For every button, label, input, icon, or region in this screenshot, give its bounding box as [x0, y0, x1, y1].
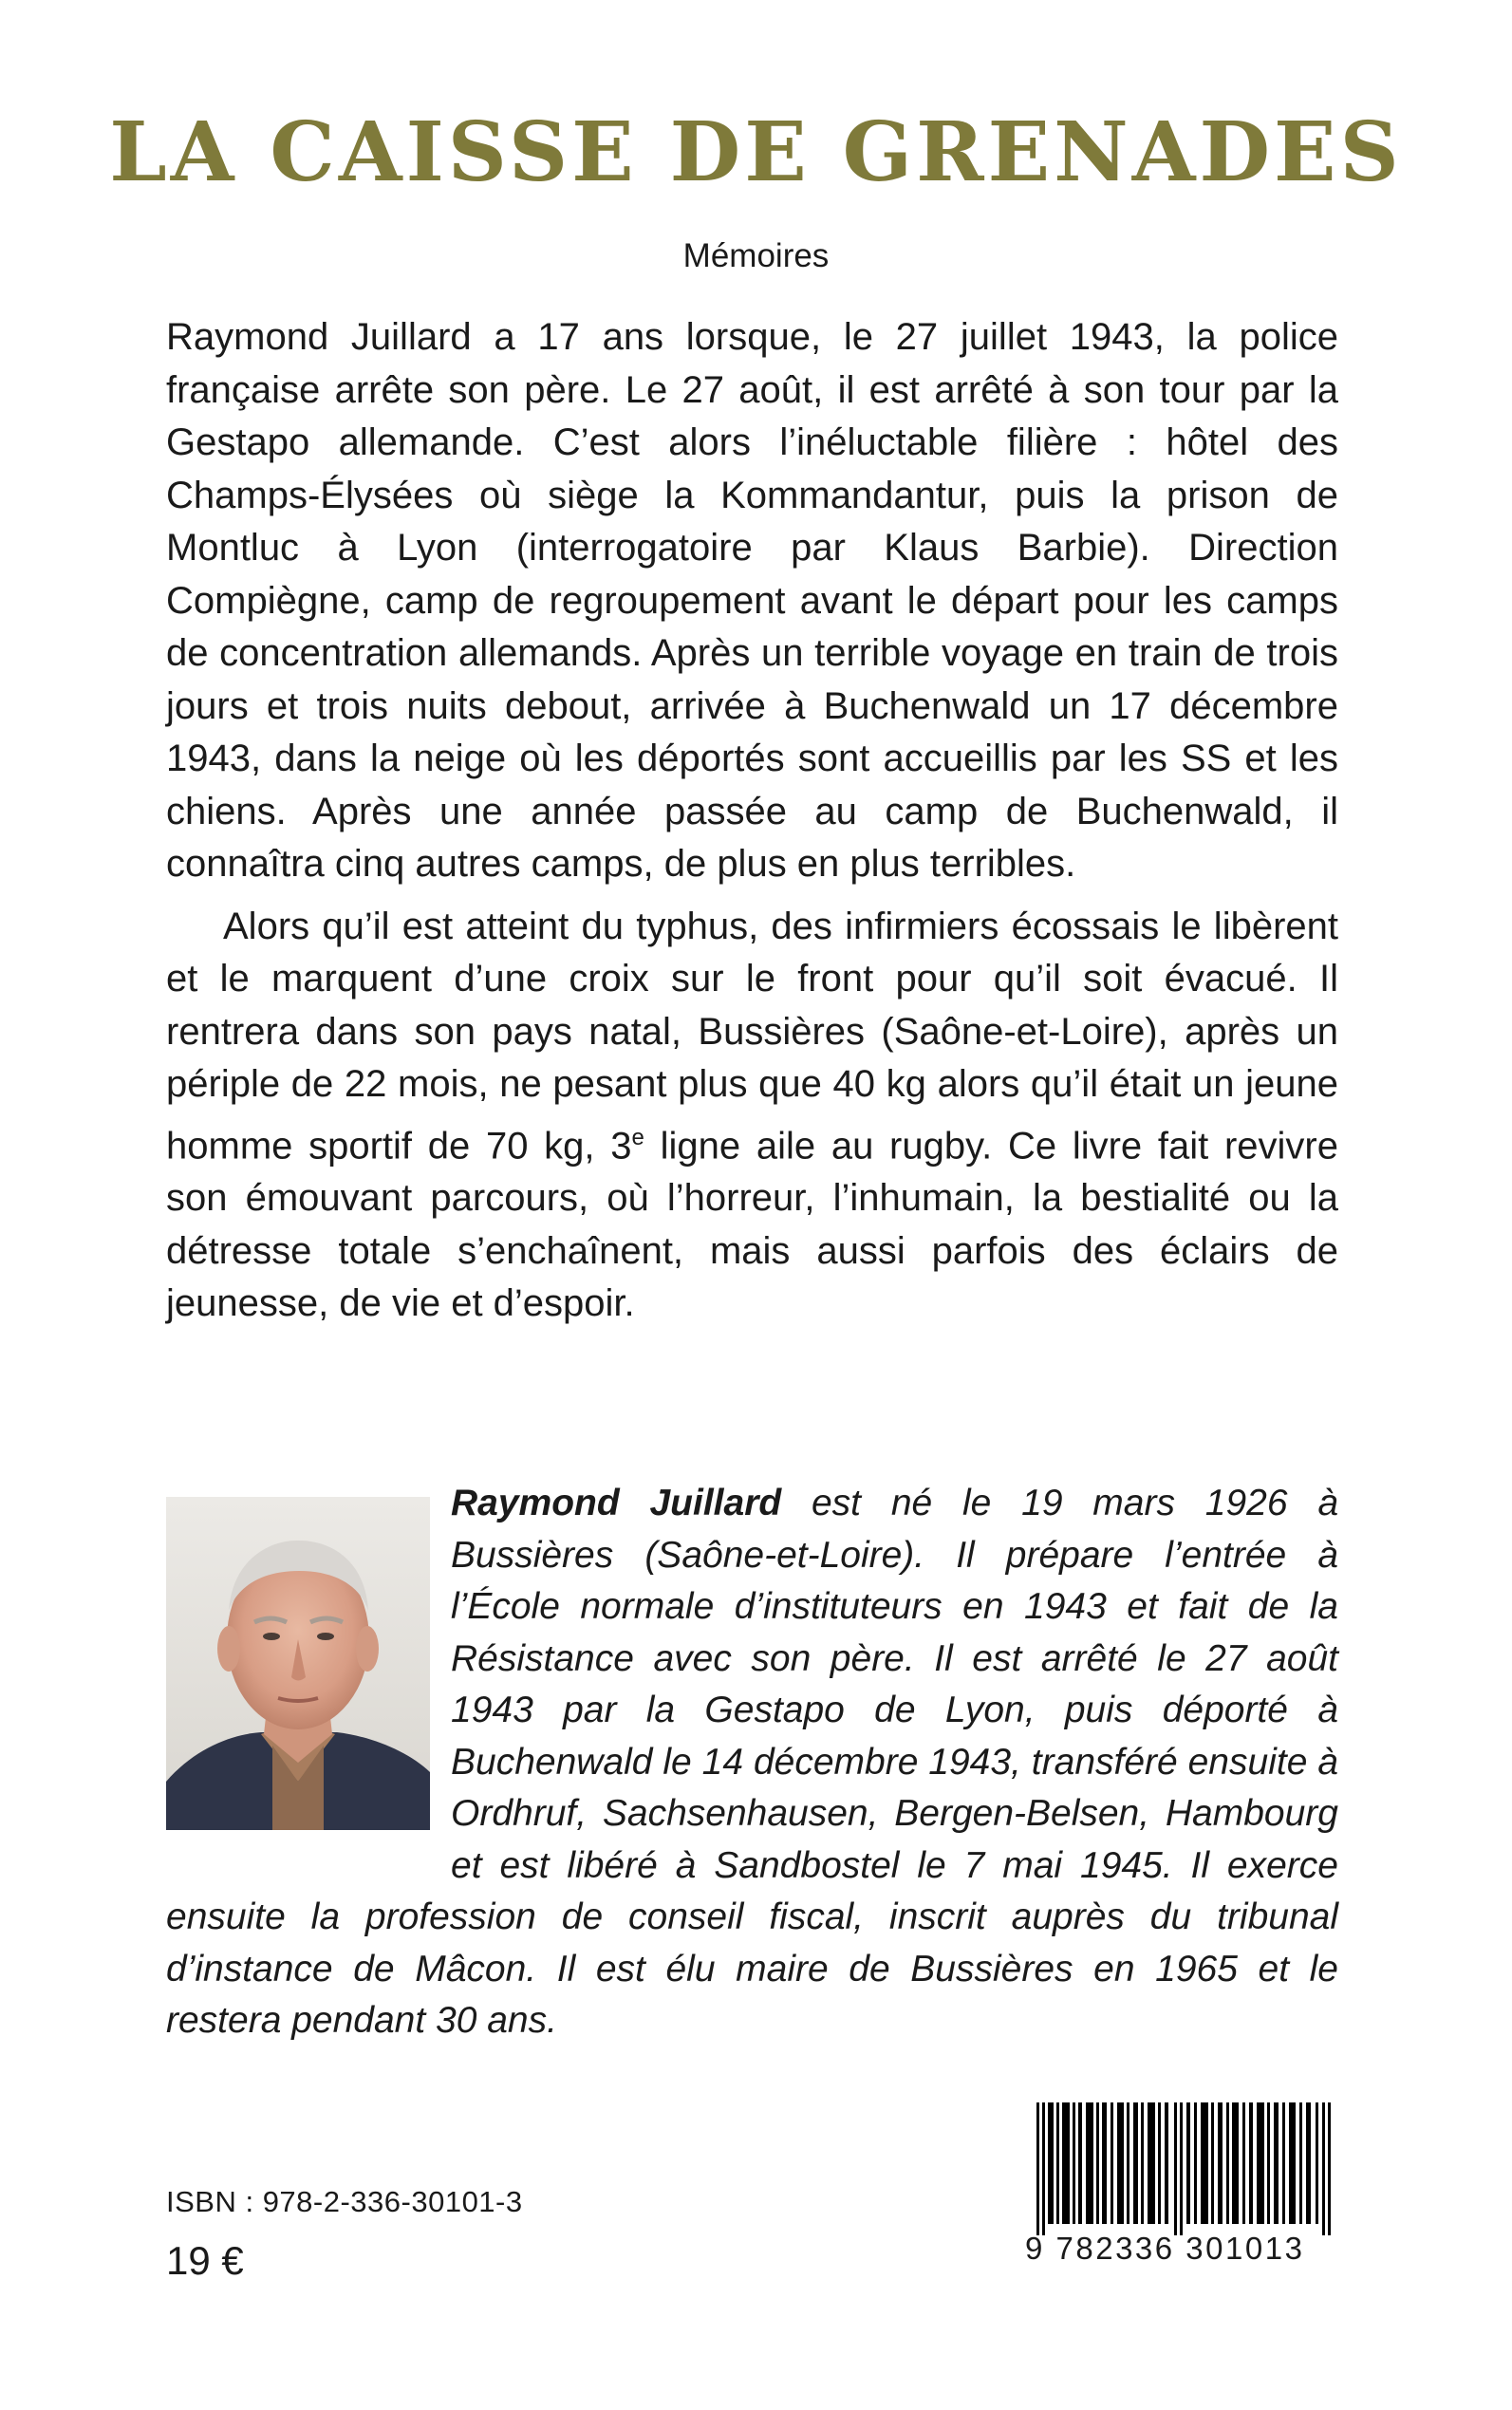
summary-paragraph-2-text-a: Alors qu’il est atteint du typhus, des infirmiers écossais le libèrent et le marquent d’une croix sur le front pour qu’il soit évacué. Il rentrera dans son pays natal, Bussières (Saône-et-Loire), après un périple de 22 mois, ne pesant plus que 40 kg alors qu’il était un jeune homme sportif de 70 kg, 3	[166, 905, 1338, 1167]
back-cover-summary	[166, 311, 1338, 1340]
author-name: Raymond Juillard	[451, 1483, 782, 1523]
ordinal-superscript: e	[631, 1124, 644, 1150]
summary-paragraph-2	[166, 901, 1338, 1331]
author-bio-text: est né le 19 mars 1926 à Bussières (Saône-et-Loire). Il prépare l’entrée à l’École normale d’instituteurs en 1943 et fait de la Résistance avec son père. Il est arrêté le 27 août 1943 par la Gestapo de Lyon, puis déporté à Buchenwald le 14 décembre 1943, transféré ensuite à Ordhruf, Sachsenhausen, Bergen-Belsen, Hambourg et est libéré à Sandbostel le 7 mai 1945. Il exerce ensuite la profession de conseil fiscal, inscrit auprès du tribunal d’instance de Mâcon. Il est élu maire de Bussières en 1965 et le restera pendant 30 ans.	[166, 1483, 1339, 2041]
book-subtitle: Mémoires	[682, 237, 830, 274]
isbn-text: ISBN : 978-2-336-30101-3	[166, 2185, 523, 2218]
summary-paragraph-1: Raymond Juillard a 17 ans lorsque, le 27 juillet 1943, la police française arrête son père. Le 27 août, il est arrêté à son tour par la Gestapo allemande. C’est alors l’inéluctable filière : hôtel des Champs-Élysées où siège la Kommandantur, puis la prison de Montluc à Lyon (interrogatoire par Klaus Barbie). Direction Compiègne, camp de regroupement avant le départ pour les camps de concentration allemands. Après un terrible voyage en train de trois jours et trois nuits debout, arrivée à Buchenwald un 17 décembre 1943, dans la neige où les déportés sont accueillis par les SS et les chiens. Après une année passée au camp de Buchenwald, il connaîtra cinq autres camps, de plus en plus terribles.	[166, 316, 1338, 885]
author-portrait-image	[166, 1497, 430, 1830]
barcode-digits: 9 782336 301013	[1025, 2231, 1305, 2266]
summary-paragraph-2-text-b: ligne aile au rugby. Ce livre fait revivre son émouvant parcours, où l’horreur, l’inhumain, la bestialité ou la détresse totale s’enchaînent, mais aussi parfois des éclairs de jeunesse, de vie et d’espoir.	[166, 1124, 1338, 1325]
barcode-icon	[1035, 2102, 1338, 2235]
book-title: LA CAISSE DE GRENADES	[109, 104, 1403, 200]
price-text: 19 €	[166, 2238, 244, 2283]
author-portrait	[166, 1497, 430, 1830]
